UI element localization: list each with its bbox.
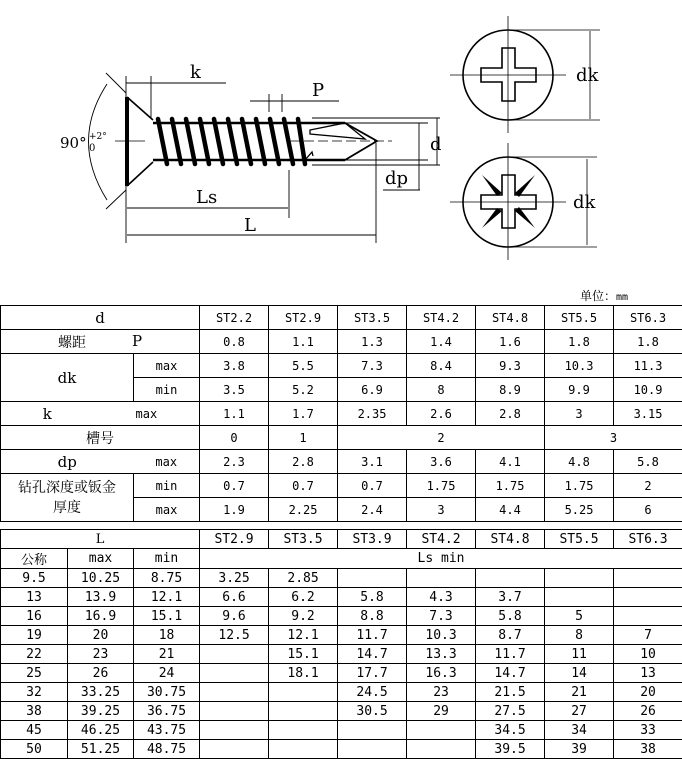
ls-min-cell [269,740,338,759]
ls-min-cell: 11 [545,645,614,664]
drill-min-row [1,474,682,498]
max-length-cell: 16.9 [68,607,134,626]
dp-row [1,450,682,474]
pitch-row [1,330,682,354]
ls-min-cell: 5.8 [338,588,407,607]
table-row [1,664,682,683]
table-cell: 1.6 [476,330,545,354]
table-cell: 8.4 [407,354,476,378]
k-label-sub: max [136,407,158,421]
ls-min-cell [407,740,476,759]
dk-max-row [1,354,682,378]
label-p: P [312,80,324,101]
ls-min-cell: 39.5 [476,740,545,759]
ls-min-cell [407,569,476,588]
ls-min-cell [200,721,269,740]
max-length-cell: 13.9 [68,588,134,607]
dimension-spec-table [0,305,682,522]
table-cell: 2.8 [269,450,338,474]
drill-max-label: max [134,498,200,522]
ls-min-cell: 4.3 [407,588,476,607]
label-angle-lower-tol: 0 [89,143,95,154]
label-dp: dp [385,168,408,189]
max-length-cell: 20 [68,626,134,645]
max-length-cell: 33.25 [68,683,134,702]
length-spec-table [0,529,682,759]
table-cell: 5.8 [614,450,682,474]
size-header: ST3.9 [338,530,407,549]
ls-min-cell: 23 [407,683,476,702]
table-cell: 2.8 [476,402,545,426]
ls-min-cell: 2.85 [269,569,338,588]
min-length-cell: 43.75 [134,721,200,740]
ls-min-cell [269,721,338,740]
ls-min-cell: 8.8 [338,607,407,626]
recess-row [1,426,682,450]
label-dk-top: dk [576,65,600,86]
ls-min-cell: 30.5 [338,702,407,721]
table-cell: 2.3 [200,450,269,474]
table-cell: 0.7 [269,474,338,498]
table-cell: 1 [269,426,338,450]
phillips-head-top-view [450,16,600,133]
size-header: ST6.3 [614,530,682,549]
nominal-label: 公称 [1,549,68,569]
size-header: ST5.5 [545,306,614,330]
min-length-cell: 12.1 [134,588,200,607]
table-cell: 0 [200,426,269,450]
nominal-length-cell: 25 [1,664,68,683]
ls-min-cell [200,702,269,721]
unit-note [580,287,628,304]
nominal-length-cell: 16 [1,607,68,626]
nominal-length-cell: 50 [1,740,68,759]
k-row [1,402,682,426]
ls-min-cell [338,740,407,759]
ls-min-cell: 10.3 [407,626,476,645]
ls-min-cell: 10 [614,645,682,664]
max-length-cell: 10.25 [68,569,134,588]
ls-min-cell: 12.5 [200,626,269,645]
ls-min-cell [614,588,682,607]
ls-min-cell: 33 [614,721,682,740]
ls-min-cell: 24.5 [338,683,407,702]
table-cell: 1.1 [200,402,269,426]
table-cell: 2.6 [407,402,476,426]
table-cell: 9.9 [545,378,614,402]
ls-min-cell: 16.3 [407,664,476,683]
pitch-label-symbol: P [132,332,142,352]
screw-side-view [115,97,392,186]
table-row [1,721,682,740]
table-cell: 4.8 [545,450,614,474]
ls-min-cell: 20 [614,683,682,702]
pozidriv-head-top-view [450,143,597,260]
ls-min-cell: 13.3 [407,645,476,664]
dp-label: dp [1,450,134,474]
size-header: ST2.2 [200,306,269,330]
ls-min-cell: 18.1 [269,664,338,683]
max-label: max [68,549,134,569]
table-cell: 3.1 [338,450,407,474]
k-label-symbol: k [43,405,52,423]
label-dk-bottom: dk [573,192,597,213]
max-length-cell: 26 [68,664,134,683]
table-cell: 5.25 [545,498,614,522]
size-header: ST3.5 [269,530,338,549]
dp-sub-label: max [134,450,200,474]
dk-label: dk [1,354,134,402]
nominal-length-cell: 19 [1,626,68,645]
size-header: ST4.8 [476,306,545,330]
size-header: ST4.8 [476,530,545,549]
header-d-label: d [1,306,200,330]
table-cell: 10.9 [614,378,682,402]
ls-min-cell: 17.7 [338,664,407,683]
table-cell: 3 [545,402,614,426]
table-cell: 3.8 [200,354,269,378]
ls-min-cell: 11.7 [476,645,545,664]
table-cell: 5.5 [269,354,338,378]
table-cell: 3.5 [200,378,269,402]
ls-min-cell: 5 [545,607,614,626]
ls-min-cell: 9.6 [200,607,269,626]
ls-min-cell [545,569,614,588]
ls-min-cell [200,645,269,664]
drill-label-line2: 厚度 [1,498,133,518]
ls-min-cell: 14.7 [476,664,545,683]
ls-min-cell [407,721,476,740]
table-cell: 1.1 [269,330,338,354]
length-subheader-row [1,549,682,569]
table-row [1,740,682,759]
ls-min-cell [269,702,338,721]
table-row [1,702,682,721]
table-row [1,607,682,626]
min-length-cell: 24 [134,664,200,683]
table-cell: 3 [407,498,476,522]
ls-min-cell: 21.5 [476,683,545,702]
table-cell: 1.75 [476,474,545,498]
length-header-row [1,530,682,549]
table-cell: 0.7 [338,474,407,498]
ls-min-cell: 6.6 [200,588,269,607]
ls-min-cell: 8.7 [476,626,545,645]
table-cell: 1.9 [200,498,269,522]
table-cell: 8 [407,378,476,402]
min-length-cell: 21 [134,645,200,664]
unit-label: 单位： [580,289,616,303]
size-header: ST2.9 [269,306,338,330]
nominal-length-cell: 45 [1,721,68,740]
label-d: d [430,134,442,155]
ls-min-cell: 14.7 [338,645,407,664]
ls-min-cell [269,683,338,702]
ls-min-cell: 3.25 [200,569,269,588]
ls-min-cell: 27.5 [476,702,545,721]
ls-min-cell: 11.7 [338,626,407,645]
ls-min-cell: 12.1 [269,626,338,645]
header-row [1,306,682,330]
ls-min-cell [545,588,614,607]
ls-min-cell [338,569,407,588]
nominal-length-cell: 13 [1,588,68,607]
table-cell: 1.75 [545,474,614,498]
min-label: min [134,549,200,569]
ls-min-cell [200,740,269,759]
ls-min-cell [476,569,545,588]
dimension-labels [60,62,442,236]
ls-min-cell: 13 [614,664,682,683]
size-header: ST3.5 [338,306,407,330]
table-row [1,645,682,664]
ls-min-cell [614,607,682,626]
table-cell: 2 [338,426,545,450]
size-header: ST2.9 [200,530,269,549]
pitch-label-cn: 螺距 [58,332,86,352]
table-cell: 2.25 [269,498,338,522]
drill-label-line1: 钻孔深度或钣金 [1,478,133,498]
label-angle-upper-tol: +2° [89,132,107,142]
table-cell: 10.3 [545,354,614,378]
ls-min-cell: 34.5 [476,721,545,740]
table-cell: 2.35 [338,402,407,426]
table-cell: 2 [614,474,682,498]
table-cell: 11.3 [614,354,682,378]
table-cell: 4.1 [476,450,545,474]
min-length-cell: 15.1 [134,607,200,626]
size-header: ST4.2 [407,530,476,549]
ls-min-cell: 39 [545,740,614,759]
length-rows [1,569,682,759]
min-length-cell: 48.75 [134,740,200,759]
drill-min-label: min [134,474,200,498]
dk-min-label: min [134,378,200,402]
table-cell: 4.4 [476,498,545,522]
table-cell: 9.3 [476,354,545,378]
header-l-label: L [1,530,200,549]
max-length-cell: 39.25 [68,702,134,721]
nominal-length-cell: 32 [1,683,68,702]
table-cell: 5.2 [269,378,338,402]
ls-min-cell: 14 [545,664,614,683]
max-length-cell: 51.25 [68,740,134,759]
size-header: ST5.5 [545,530,614,549]
table-row [1,626,682,645]
k-label [1,402,200,426]
min-length-cell: 8.75 [134,569,200,588]
max-length-cell: 46.25 [68,721,134,740]
ls-min-cell: 7 [614,626,682,645]
table-cell: 1.8 [545,330,614,354]
table-cell: 0.7 [200,474,269,498]
nominal-length-cell: 9.5 [1,569,68,588]
table-cell: 6.9 [338,378,407,402]
ls-min-cell: 34 [545,721,614,740]
ls-min-cell: 38 [614,740,682,759]
label-angle: 90° [60,134,87,152]
ls-min-cell: 8 [545,626,614,645]
table-cell: 3.15 [614,402,682,426]
recess-label: 槽号 [1,426,200,450]
ls-min-cell: 6.2 [269,588,338,607]
ls-min-cell [614,569,682,588]
min-length-cell: 30.75 [134,683,200,702]
table-cell: 3 [545,426,682,450]
table-cell: 6 [614,498,682,522]
table-cell: 1.7 [269,402,338,426]
table-cell: 1.3 [338,330,407,354]
label-k: k [190,62,202,83]
pitch-label [1,330,200,354]
table-cell: 8.9 [476,378,545,402]
table-cell: 3.6 [407,450,476,474]
table-row [1,683,682,702]
ls-min-cell [200,664,269,683]
table-cell: 2.4 [338,498,407,522]
ls-min-cell: 7.3 [407,607,476,626]
size-header: ST6.3 [614,306,682,330]
table-cell: 0.8 [200,330,269,354]
table-cell: 1.4 [407,330,476,354]
drill-thickness-label [1,474,134,522]
min-length-cell: 18 [134,626,200,645]
ls-min-cell: 3.7 [476,588,545,607]
table-cell: 7.3 [338,354,407,378]
min-length-cell: 36.75 [134,702,200,721]
screw-technical-drawing [0,0,682,280]
table-row [1,569,682,588]
label-ls: Ls [196,187,217,208]
max-length-cell: 23 [68,645,134,664]
ls-min-cell: 5.8 [476,607,545,626]
dk-max-label: max [134,354,200,378]
ls-min-cell: 15.1 [269,645,338,664]
ls-min-cell: 27 [545,702,614,721]
size-header: ST4.2 [407,306,476,330]
label-l: L [244,215,256,236]
unit-value: mm [616,292,628,303]
ls-min-cell: 26 [614,702,682,721]
table-cell: 1.8 [614,330,682,354]
ls-min-cell: 9.2 [269,607,338,626]
ls-min-label: Ls min [200,549,682,569]
ls-min-cell: 29 [407,702,476,721]
ls-min-cell [338,721,407,740]
table-cell: 1.75 [407,474,476,498]
table-row [1,588,682,607]
nominal-length-cell: 22 [1,645,68,664]
nominal-length-cell: 38 [1,702,68,721]
ls-min-cell [200,683,269,702]
ls-min-cell: 21 [545,683,614,702]
